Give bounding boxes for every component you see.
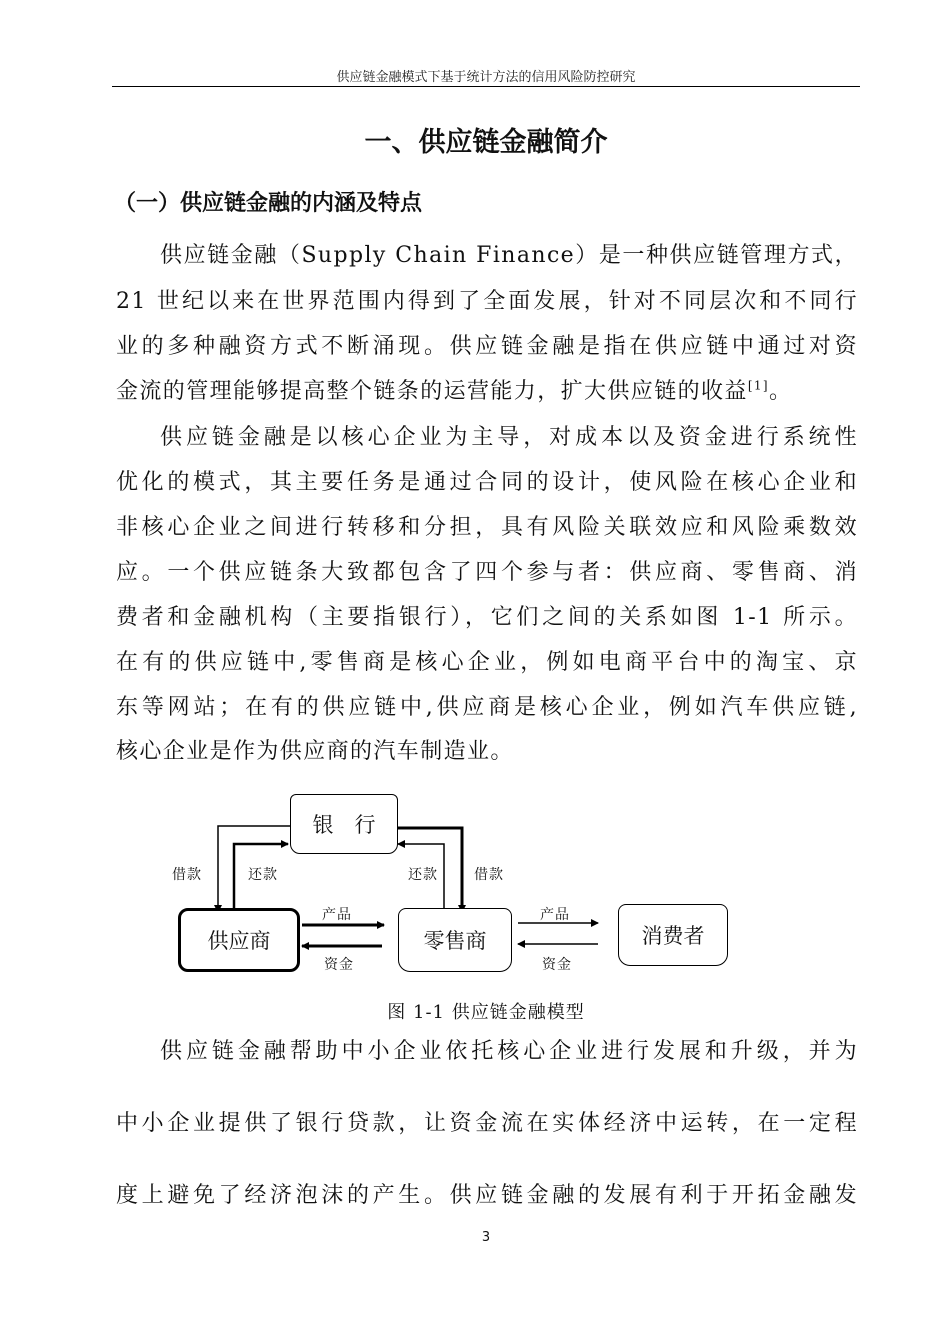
consumer-label: 消费者 [641,924,705,948]
loan-label-right: 借款 [474,867,504,883]
retailer-label: 零售商 [423,929,487,953]
supplier-node [178,908,300,972]
consumer-node [618,904,728,966]
bank-label: 银 行 [312,813,376,837]
loan-label-left: 借款 [172,867,202,883]
repay-label-right: 还款 [408,867,438,883]
paragraph-2-line-7: 东等网站；在有的供应链中,供应商是核心企业，例如汽车供应链, [116,695,858,720]
paragraph-3-line-1: 供应链金融帮助中小企业依托核心企业进行发展和升级，并为 [160,1039,858,1064]
repay-label-left: 还款 [248,867,278,883]
paragraph-1-line-1: 供应链金融（Supply Chain Finance）是一种供应链管理方式， [160,243,858,268]
supplier-label: 供应商 [207,929,271,953]
page-number: 3 [481,1230,491,1245]
paragraph-2-line-5: 费者和金融机构（主要指银行），它们之间的关系如图 1-1 所示。 [116,605,858,630]
supply-chain-finance-diagram [160,788,780,988]
paragraph-3-line-2: 中小企业提供了银行贷款，让资金流在实体经济中运转，在一定程 [116,1111,858,1136]
bank-node [290,794,398,854]
retailer-node [398,908,512,972]
paragraph-2-line-3: 非核心企业之间进行转移和分担，具有风险关联效应和风险乘数效 [116,515,858,540]
paragraph-2-line-4: 应。一个供应链条大致都包含了四个参与者：供应商、零售商、消 [116,560,858,585]
paragraph-1-line-4-text: 金流的管理能够提高整个链条的运营能力，扩大供应链的收益 [116,379,748,404]
fund-label-2: 资金 [542,957,572,973]
paragraph-1-line-2: 21 世纪以来在世界范围内得到了全面发展，针对不同层次和不同行 [116,289,858,314]
paragraph-1-line-4-end: 。 [769,379,793,404]
paragraph-1-line-3: 业的多种融资方式不断涌现。供应链金融是指在供应链中通过对资 [116,334,858,359]
paragraph-1-line-4 [116,374,858,405]
paragraph-2-line-1: 供应链金融是以核心企业为主导，对成本以及资金进行系统性 [160,425,858,450]
paragraph-3-line-3: 度上避免了经济泡沫的产生。供应链金融的发展有利于开拓金融发 [116,1183,858,1208]
product-label-2: 产品 [540,907,570,923]
paragraph-2-line-6: 在有的供应链中,零售商是核心企业，例如电商平台中的淘宝、京 [116,650,858,675]
citation-ref: [1] [747,378,770,393]
fund-label-1: 资金 [324,957,354,973]
figure-caption: 图 1-1 供应链金融模型 [387,1002,585,1023]
paragraph-2-line-2: 优化的模式，其主要任务是通过合同的设计，使风险在核心企业和 [116,470,858,495]
paragraph-2-line-8: 核心企业是作为供应商的汽车制造业。 [116,739,514,764]
running-header: 供应链金融模式下基于统计方法的信用风险防控研究 [336,70,636,85]
product-label-1: 产品 [322,907,352,923]
chapter-title: 一、供应链金融简介 [364,127,608,158]
header-rule [112,86,860,87]
section-title: （一）供应链金融的内涵及特点 [114,191,423,216]
